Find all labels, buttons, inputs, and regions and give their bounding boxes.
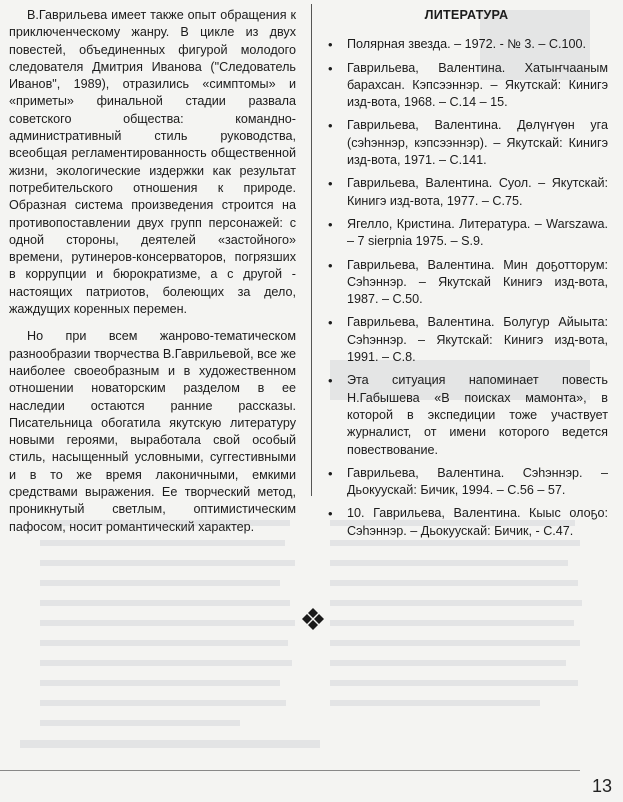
reference-text: Гаврильева, Валентина. Болугур Айыыта: Сэһэннэр. – Якутскай: Кинигэ изд-вота, 1991. – С.8.: [347, 315, 608, 365]
reference-text: 10. Гаврильева, Валентина. Кыыс олоҕо: Сэһэннэр. – Дьокуускай: Бичик, - С.47.: [347, 506, 608, 538]
reference-text: Гаврильева, Валентина. Хатыҥчааным барахсан. Кэпсээннэр. – Якутскай: Кинигэ изд-вота, 1968. – С.14 – 15.: [347, 60, 608, 110]
literature-column: [325, 7, 608, 546]
reference-text: Гаврильева, Валентина. Мин доҕотторум: Сэһэннэр. – Якутскай Кинигэ изд-вота, 1987. – С.50.: [347, 257, 608, 307]
reference-item: [325, 372, 608, 458]
reference-item: [325, 117, 608, 169]
reference-item: [325, 465, 608, 500]
bullet-icon: •: [328, 216, 333, 232]
reference-text: Полярная звезда. – 1972. - № 3. – С.100.: [347, 37, 586, 52]
article-column: [9, 7, 296, 536]
bullet-icon: •: [328, 60, 333, 76]
reference-item: [325, 216, 608, 251]
reference-text: Гаврильева, Валентина. Суол. – Якутскай: Кинигэ изд-вота, 1977. – С.75.: [347, 176, 608, 208]
bullet-icon: •: [328, 37, 333, 53]
reference-text: Гаврильева, Валентина. Дөлүҥүөн уга (сэһэннэр, кэпсээннэр). – Якутскай: Кинигэ изд-вота, 1971. – С.141.: [347, 118, 608, 168]
four-diamond-ornament-icon: [302, 608, 324, 630]
reference-text: Ягелло, Кристина. Литература. – Warszawa. – 7 sierpnia 1975. – S.9.: [347, 216, 608, 249]
reference-item: [325, 175, 608, 210]
bullet-icon: •: [328, 506, 333, 522]
reference-item: [325, 257, 608, 309]
bullet-icon: •: [328, 176, 333, 192]
reference-text: Эта ситуация напоминает повесть Н.Габышева «В поисках мамонта», в которой в экспедиции тоже участвует журналист, от имени которого ведется повествование.: [347, 373, 608, 457]
literature-heading: ЛИТЕРАТУРА: [424, 8, 509, 22]
bullet-icon: •: [328, 315, 333, 331]
bullet-icon: •: [328, 465, 333, 481]
article-paragraph: В.Гаврильева имеет также опыт обращения к приключенческому жанру. В цикле из двух повестей, объединенных фигурой молодого следователя Дмитрия Иванова ("Следователь Иванов", 1989), отразились «симптомы» и «приметы» финальной стадии развала советского общества: командно-административный стиль руководства, всеобщая регламентированность общественной жизни, экологические издержки как результат потребительского отношения к природе. Образная система произведения строится на противопоставлении двух групп персонажей: с одной стороны, деятелей «застойного» времени, рутинеров-консерваторов, погрязших в коррупции и бюрократизме, а с другой - настоящих патриотов, болеющих за дело, жаждущих коренных перемен.: [9, 8, 296, 317]
bullet-icon: •: [328, 118, 333, 134]
footer-rule: [0, 770, 580, 771]
reference-item: [325, 36, 608, 53]
bullet-icon: •: [328, 257, 333, 273]
column-divider: [311, 4, 312, 496]
reference-item: [325, 505, 608, 540]
page-number: 13: [591, 776, 613, 796]
reference-item: [325, 314, 608, 366]
reference-text: Гаврильева, Валентина. Сэһэннэр. – Дьокуускай: Бичик, 1994. – С.56 – 57.: [347, 465, 608, 498]
article-paragraph: Но при всем жанрово-тематическом разнообразии творчества В.Гаврильевой, все же наиболее своеобразным и в художественном отношении новаторским разделом в ее наследии остаются ранние рассказы. Писательница обогатила якутскую литературу новыми героями, выработала свой особый стиль, насыщенный условными, суггестивными и в то же время лаконичными, емкими средствами выражения. Ее творческий метод, проникнутый светлым, оптимистическим пафосом, носит романтический характер.: [9, 329, 296, 534]
reference-list: [325, 36, 608, 540]
reference-item: [325, 60, 608, 112]
bullet-icon: •: [328, 373, 333, 389]
